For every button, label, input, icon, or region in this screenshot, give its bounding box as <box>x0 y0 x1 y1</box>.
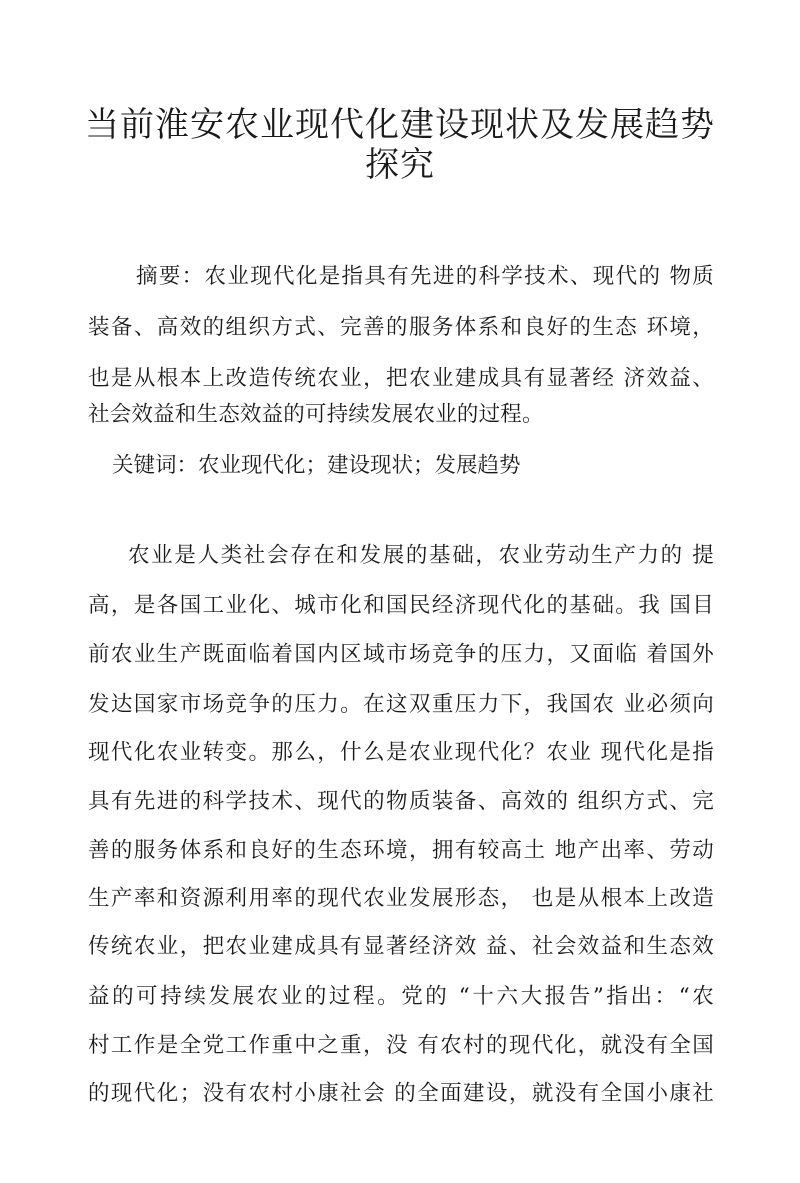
body-line: 传统农业，把农业建成具有显著经济效 益、社会效益和生态效 <box>88 934 714 959</box>
abstract-line: 摘要：农业现代化是指具有先进的科学技术、现代的 物质 <box>136 264 714 289</box>
abstract-line: 也是从根本上改造传统农业，把农业建成具有显著经 济效益、 <box>88 366 714 391</box>
body-line: 前农业生产既面临着国内区域市场竞争的压力，又面临 着国外 <box>88 642 714 667</box>
body-line: 具有先进的科学技术、现代的物质装备、高效的 组织方式、完 <box>88 789 714 814</box>
body-line: 发达国家市场竞争的压力。在这双重压力下，我国农 业必须向 <box>88 692 714 717</box>
body-line: 村工作是全党工作重中之重，没 有农村的现代化，就没有全国 <box>88 1033 714 1058</box>
body-line: 现代化农业转变。那么，什么是农业现代化？农业 现代化是指 <box>88 740 714 765</box>
keywords-line: 关键词：农业现代化；建设现状；发展趋势 <box>112 453 521 478</box>
abstract-line: 装备、高效的组织方式、完善的服务体系和良好的生态 环境， <box>88 315 714 340</box>
body-line: 农业是人类社会存在和发展的基础，农业劳动生产力的 提 <box>128 543 714 568</box>
body-line: 生产率和资源利用率的现代农业发展形态， 也是从根本上改造 <box>88 886 714 911</box>
body-line: 的现代化；没有农村小康社会 的全面建设，就没有全国小康社 <box>88 1081 714 1106</box>
body-line: 高，是各国工业化、城市化和国民经济现代化的基础。我 国目 <box>88 593 714 618</box>
body-line: 益的可持续发展农业的过程。党的 “十六大报告”指出：“农 <box>88 984 714 1009</box>
abstract-line: 社会效益和生态效益的可持续发展农业的过程。 <box>88 402 544 427</box>
document-title-line-2: 探究 <box>365 144 435 185</box>
document-title-line-1: 当前淮安农业现代化建设现状及发展趋势 <box>85 104 715 145</box>
body-line: 善的服务体系和良好的生态环境，拥有较高土 地产出率、劳动 <box>88 838 714 863</box>
